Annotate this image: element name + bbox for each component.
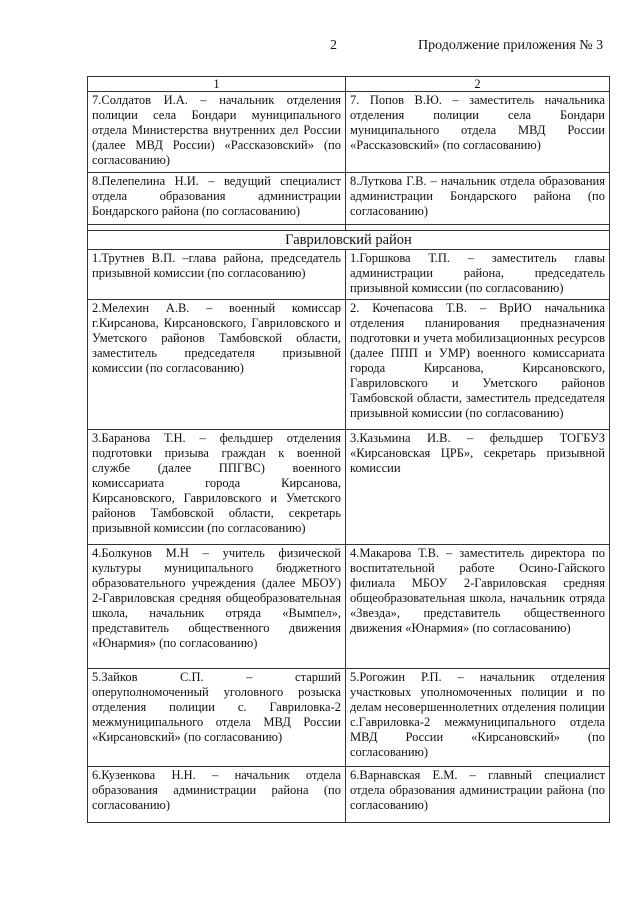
table-row bbox=[88, 250, 610, 300]
table-row bbox=[88, 669, 610, 767]
table-cell-left: 1.Трутнев В.П. –глава района, председатель призывной комиссии (по согласованию) bbox=[88, 250, 346, 300]
column-header: 1 bbox=[88, 77, 346, 92]
table-cell-right: 5.Рогожин Р.П. – начальник отделения участковых уполномоченных полиции и по делам несовершеннолетних отделения полиции с.Гавриловка-2 межмуниципального отдела МВД России «Кирсановский» (по согласованию) bbox=[346, 669, 610, 767]
members-table bbox=[87, 76, 610, 823]
table-header-row bbox=[88, 77, 610, 92]
table-cell-left: 6.Кузенкова Н.Н. – начальник отдела образования администрации района (по согласованию) bbox=[88, 767, 346, 823]
page-number: 2 bbox=[330, 38, 337, 53]
table-row bbox=[88, 545, 610, 669]
appendix-note: Продолжение приложения № 3 bbox=[418, 38, 604, 53]
table-cell-right: 8.Луткова Г.В. – начальник отдела образования администрации Бондарского района (по согласованию) bbox=[346, 173, 610, 225]
column-header: 2 bbox=[346, 77, 610, 92]
table-row bbox=[88, 300, 610, 430]
table-cell-right: 7. Попов В.Ю. – заместитель начальника отделения полиции села Бондари муниципального отдела МВД России «Рассказовский» (по согласованию) bbox=[346, 92, 610, 173]
table-cell-left: 7.Солдатов И.А. – начальник отделения полиции села Бондари муниципального отдела Министерства внутренних дел России (далее МВД России) «Рассказовский» (по согласованию) bbox=[88, 92, 346, 173]
table-cell-left: 2.Мелехин А.В. – военный комиссар г.Кирсанова, Кирсановского, Гавриловского и Уметского районов Тамбовской области, заместитель председателя призывной комиссии (по согласованию) bbox=[88, 300, 346, 430]
table-row bbox=[88, 767, 610, 823]
section-title: Гавриловский район bbox=[88, 231, 610, 250]
table-cell-right: 4.Макарова Т.В. – заместитель директора по воспитательной работе Осино-Гайского филиала МБОУ 2-Гавриловская средняя общеобразовательная школа, начальник отряда «Звезда», представитель общественного движения «Юнармия» (по согласованию) bbox=[346, 545, 610, 669]
table-row bbox=[88, 92, 610, 173]
table-cell-right: 1.Горшкова Т.П. – заместитель главы администрации района, председатель призывной комиссии (по согласованию) bbox=[346, 250, 610, 300]
table-row bbox=[88, 430, 610, 545]
table-row bbox=[88, 173, 610, 225]
table-cell-right: 3.Казьмина И.В. – фельдшер ТОГБУЗ «Кирсановская ЦРБ», секретарь призывной комиссии bbox=[346, 430, 610, 545]
table-cell-left: 5.Зайков С.П. – старший оперуполномоченный уголовного розыска отделения полиции с. Гавриловка-2 межмуниципального отдела МВД России «Кирсановский» (по согласованию) bbox=[88, 669, 346, 767]
table-cell-right: 2. Кочепасова Т.В. – ВрИО начальника отделения планирования предназначения подготовки и учета мобилизационных ресурсов (далее ППП и УМР) военного комиссариата города Кирсанова, Кирсановского, Гавриловского и Уметского районов Тамбовской области, заместитель председателя призывной комиссии (по согласованию) bbox=[346, 300, 610, 430]
table-cell-right: 6.Варнавская Е.М. – главный специалист отдела образования администрации района (по согласованию) bbox=[346, 767, 610, 823]
table-cell-left: 3.Баранова Т.Н. – фельдшер отделения подготовки призыва граждан к военной службе (далее ППГВС) военного комиссариата города Кирсанова, Кирсановского, Гавриловского и Уметского районов Тамбовской области, секретарь призывной комиссии (по согласованию) bbox=[88, 430, 346, 545]
table-cell-left: 4.Болкунов М.Н – учитель физической культуры муниципального бюджетного образовательного учреждения (далее МБОУ) 2-Гавриловская средняя общеобразовательная школа, начальник отряда «Вымпел», представитель общественного движения «Юнармия» (по согласованию) bbox=[88, 545, 346, 669]
section-row bbox=[88, 231, 610, 250]
table-cell-left: 8.Пелепелина Н.И. – ведущий специалист отдела образования администрации Бондарского района (по согласованию) bbox=[88, 173, 346, 225]
